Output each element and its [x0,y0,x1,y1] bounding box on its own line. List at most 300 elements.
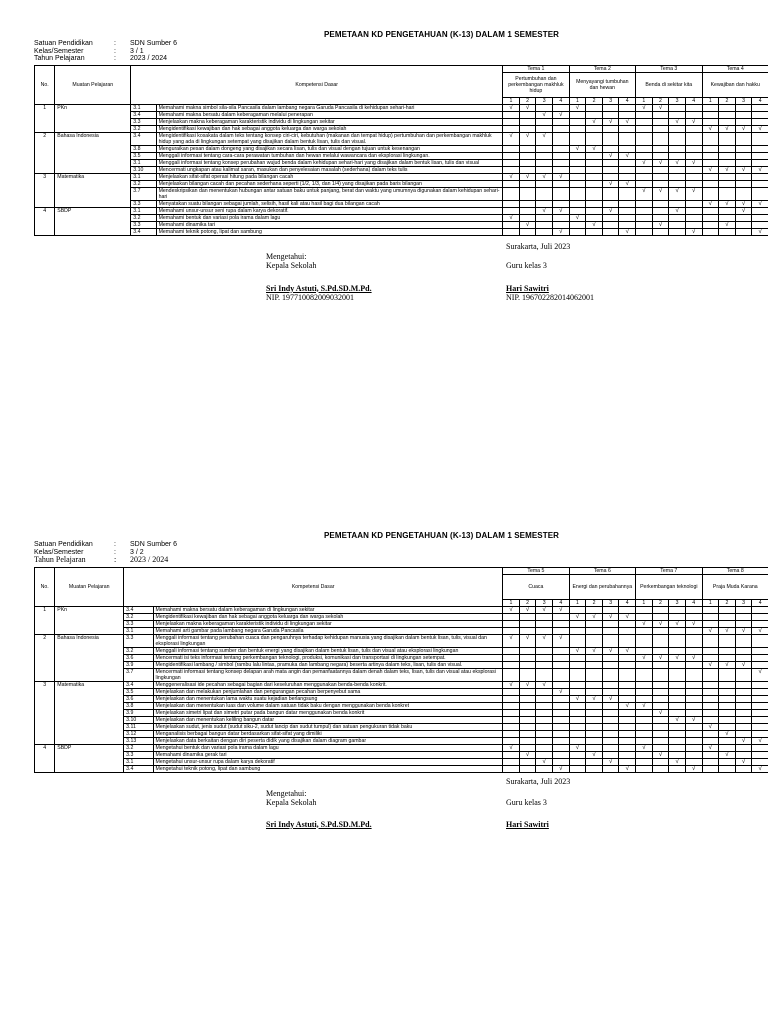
check-mark [669,744,686,751]
row-number: 1 [35,104,55,132]
check-mark [503,758,520,765]
check-mark [569,668,586,681]
check-mark: √ [719,661,736,668]
subject-name: Bahasa Indonesia [55,132,131,173]
check-mark: √ [669,187,686,200]
check-mark [685,627,702,634]
check-mark [685,681,702,688]
check-mark [619,709,636,716]
check-mark [652,765,669,772]
check-mark [685,730,702,737]
check-mark [602,702,619,709]
check-mark: √ [569,647,586,654]
row-number: 3 [35,681,55,744]
check-mark [685,688,702,695]
check-mark: √ [536,111,553,118]
semester-1-sheet [34,30,768,302]
check-mark: √ [669,654,686,661]
check-mark: √ [735,200,752,207]
check-mark [536,730,553,737]
subtema-number: 4 [552,97,569,104]
subject-name: Matematika [55,681,124,744]
meta-label: Kelas/Semester [34,548,84,556]
check-mark [503,702,520,709]
check-mark [752,159,768,166]
check-mark [519,668,536,681]
kd-description: Memahami makna simbol sila-sila Pancasila dalam lambang negara Garuda Pancasila di kehidupan sehari-hari [156,104,503,111]
check-mark [636,613,653,620]
table-row [35,661,768,668]
check-mark: √ [586,647,603,654]
check-mark [619,221,636,228]
check-mark [636,111,653,118]
table-row [35,695,768,702]
check-mark [619,695,636,702]
check-mark [719,765,736,772]
check-mark [735,118,752,125]
check-mark [536,627,553,634]
check-mark [586,758,603,765]
check-mark [719,620,736,627]
check-mark [719,159,736,166]
teacher-name: Hari Sawitri [506,819,549,829]
check-mark: √ [569,695,586,702]
check-mark [519,152,536,159]
kd-code: 3.7 [131,187,156,200]
check-mark: √ [685,118,702,125]
kd-description: Menggali informasi tentang sumber dan bentuk energi yang disajikan dalam bentuk lisan, tulis dan visual atau eksplorasi lingkungan [153,647,503,654]
meta-label: Satuan Pendidikan [34,541,93,548]
subject-name: PKn [55,606,124,634]
check-mark [685,702,702,709]
kd-code: 3.2 [131,214,156,221]
check-mark [536,125,553,132]
check-mark: √ [536,758,553,765]
kd-description: Memahami arti gambar pada lambang negara Garuda Pancasila [153,627,503,634]
check-mark: √ [685,620,702,627]
kd-description: Mendeskripsikan dan menentukan hubungan antar satuan baku untuk panjang, berat dan waktu yang umumnya digunakan dalam kehidupan sehari-hari [156,187,503,200]
check-mark [519,214,536,221]
check-mark [536,654,553,661]
check-mark [752,187,768,200]
check-mark [669,180,686,187]
check-mark [503,228,520,235]
table-row [35,758,768,765]
kd-mapping-table [34,65,768,236]
check-mark [669,111,686,118]
check-mark [552,668,569,681]
check-mark [503,221,520,228]
check-mark [586,654,603,661]
check-mark [586,152,603,159]
check-mark [552,716,569,723]
check-mark [719,681,736,688]
kd-code: 3.4 [131,132,156,145]
table-row [35,716,768,723]
check-mark [685,647,702,654]
table-row [35,688,768,695]
check-mark [752,758,768,765]
check-mark: √ [685,228,702,235]
check-mark [735,647,752,654]
check-mark [619,125,636,132]
check-mark [619,737,636,744]
check-mark [569,200,586,207]
check-mark [602,125,619,132]
check-mark [519,744,536,751]
table-row [35,152,768,159]
check-mark [685,173,702,180]
check-mark: √ [702,744,719,751]
check-mark [735,730,752,737]
kd-code: 3.11 [124,723,153,730]
check-mark [602,709,619,716]
check-mark [735,765,752,772]
check-mark [685,111,702,118]
check-mark [602,200,619,207]
check-mark [586,688,603,695]
table-row [35,634,768,647]
principal-name: Sri Indy Astuti, S.Pd.SD.M.Pd. [266,283,372,293]
check-mark [652,180,669,187]
check-mark [719,758,736,765]
table-row [35,125,768,132]
check-mark [669,214,686,221]
table-row [35,180,768,187]
check-mark [569,173,586,180]
check-mark: √ [519,606,536,613]
check-mark [685,668,702,681]
check-mark: √ [636,620,653,627]
kd-description: Memahami teknik potong, lipat dan sambung [156,228,503,235]
kd-description: Menjelaskan sifat-sifat operasi hitung pada bilangan cacah [156,173,503,180]
check-mark [685,613,702,620]
check-mark: √ [536,634,553,647]
check-mark [719,654,736,661]
check-mark [586,765,603,772]
row-number: 4 [35,207,55,235]
check-mark [636,207,653,214]
check-mark [636,681,653,688]
check-mark [652,737,669,744]
check-mark [752,111,768,118]
table-row [35,132,768,145]
check-mark [636,751,653,758]
check-mark: √ [619,152,636,159]
check-mark [652,214,669,221]
check-mark [503,166,520,173]
check-mark: √ [735,125,752,132]
meta-value: SDN Sumber 6 [130,40,178,47]
check-mark [669,228,686,235]
subtema-number: 2 [719,97,736,104]
check-mark [735,716,752,723]
kd-code: 3.13 [124,737,153,744]
check-mark: √ [503,173,520,180]
table-row [35,214,768,221]
check-mark [702,709,719,716]
check-mark [569,620,586,627]
check-mark [735,634,752,647]
check-mark [719,709,736,716]
check-mark [735,187,752,200]
check-mark [619,173,636,180]
check-mark [735,668,752,681]
check-mark [586,723,603,730]
check-mark [685,723,702,730]
check-mark [569,166,586,173]
check-mark [586,200,603,207]
check-mark [536,702,553,709]
check-mark [519,702,536,709]
check-mark: √ [735,758,752,765]
table-row [35,200,768,207]
check-mark [752,104,768,111]
check-mark [652,173,669,180]
check-mark [752,661,768,668]
kd-description: Mengidentifikasi kewajiban dan hak sebagai anggota keluarga dan warga sekolah [153,613,503,620]
tema-header: Tema 6 [569,567,635,574]
check-mark [602,737,619,744]
check-mark [685,180,702,187]
check-mark [519,765,536,772]
check-mark [519,709,536,716]
place-date: Surakarta, Juli 2023 [506,776,571,786]
subtema-number: 1 [569,599,586,606]
kd-description: Menggali informasi tentang konsep perubahan wujud benda dalam kehidupan sehari-hari yang disajikan dalam bentuk lisan, tulis dan visual [156,159,503,166]
check-mark [619,751,636,758]
check-mark [569,709,586,716]
check-mark [719,228,736,235]
check-mark [669,751,686,758]
kd-code: 3.7 [124,668,153,681]
kd-code: 3.2 [124,613,153,620]
check-mark: √ [669,716,686,723]
check-mark [586,228,603,235]
check-mark [619,620,636,627]
table-row [35,159,768,166]
check-mark [569,681,586,688]
check-mark [719,111,736,118]
check-mark [752,654,768,661]
check-mark [569,654,586,661]
check-mark [685,606,702,613]
check-mark [602,627,619,634]
check-mark [586,207,603,214]
check-mark [752,145,768,152]
check-mark [619,111,636,118]
check-mark [536,661,553,668]
check-mark [636,688,653,695]
kd-code: 3.3 [131,221,156,228]
check-mark [702,173,719,180]
check-mark [669,661,686,668]
tema-subtitle: Praja Muda Karana [702,574,768,599]
subtema-number: 1 [702,97,719,104]
signature-block [34,236,768,302]
check-mark [735,709,752,716]
check-mark [536,709,553,716]
table-row [35,606,768,613]
kd-code: 3.3 [131,118,156,125]
kd-description: Menjelaskan sudut, jenis sudut (sudut siku-2, sudut lancip dan sudut tumpul) dan satuan pengukuran tidak baku [153,723,503,730]
check-mark [685,200,702,207]
check-mark [752,730,768,737]
check-mark [552,145,569,152]
check-mark [636,730,653,737]
check-mark [752,751,768,758]
kd-code: 3.4 [131,111,156,118]
meta-value: 3 / 1 [130,47,144,55]
subtema-number: 3 [669,97,686,104]
check-mark [586,173,603,180]
check-mark [719,214,736,221]
check-mark: √ [602,613,619,620]
subtema-number: 2 [652,97,669,104]
check-mark [735,613,752,620]
check-mark [602,765,619,772]
check-mark [652,166,669,173]
teacher-title: Guru kelas 3 [506,260,547,270]
kd-description: Menganalisis berbagai bangun datar berdasarkan sifat-sifat yang dimiliki [153,730,503,737]
kd-code: 3.8 [124,702,153,709]
tema-header: Tema 8 [702,567,768,574]
subtema-number: 4 [619,599,636,606]
check-mark: √ [552,765,569,772]
check-mark: √ [503,744,520,751]
check-mark [752,681,768,688]
check-mark: √ [619,647,636,654]
check-mark [536,688,553,695]
subtema-number: 3 [602,599,619,606]
check-mark [602,132,619,145]
check-mark [752,152,768,159]
check-mark [503,111,520,118]
check-mark [735,221,752,228]
check-mark [685,634,702,647]
check-mark: √ [503,634,520,647]
check-mark [503,207,520,214]
check-mark [752,688,768,695]
check-mark [702,730,719,737]
check-mark [519,620,536,627]
check-mark [702,716,719,723]
check-mark [552,702,569,709]
check-mark [536,145,553,152]
check-mark [669,627,686,634]
check-mark [536,613,553,620]
check-mark [602,716,619,723]
check-mark [519,647,536,654]
check-mark [735,228,752,235]
check-mark [619,104,636,111]
check-mark [652,758,669,765]
check-mark [752,744,768,751]
table-row [35,620,768,627]
check-mark: √ [652,751,669,758]
check-mark: √ [652,654,669,661]
check-mark [503,125,520,132]
tema-subtitle: Kewajiban dan hakku [702,72,768,97]
check-mark: √ [652,159,669,166]
check-mark [636,221,653,228]
check-mark [735,180,752,187]
check-mark [685,758,702,765]
check-mark: √ [586,145,603,152]
check-mark [552,104,569,111]
kd-code: 3.4 [124,681,153,688]
check-mark [552,744,569,751]
check-mark: √ [519,104,536,111]
check-mark: √ [586,221,603,228]
check-mark [602,744,619,751]
check-mark: √ [519,173,536,180]
check-mark [685,737,702,744]
check-mark [569,187,586,200]
check-mark: √ [636,654,653,661]
check-mark [586,681,603,688]
check-mark [602,166,619,173]
meta-school [34,541,768,549]
check-mark [752,709,768,716]
kd-description: Menggeneralisasi ide pecahan sebagai bagian dari keseluruhan menggunakan benda-benda konkrit. [153,681,503,688]
check-mark [519,730,536,737]
check-mark [735,702,752,709]
check-mark: √ [702,125,719,132]
check-mark [586,668,603,681]
check-mark [519,145,536,152]
check-mark [552,661,569,668]
check-mark [752,118,768,125]
subtema-number: 2 [519,97,536,104]
check-mark [636,180,653,187]
check-mark [619,730,636,737]
check-mark [636,716,653,723]
check-mark [602,620,619,627]
check-mark [552,695,569,702]
check-mark [602,730,619,737]
kd-code: 3.3 [124,634,153,647]
principal-title: Kepala Sekolah [266,260,317,270]
check-mark [735,654,752,661]
check-mark [552,613,569,620]
check-mark [552,620,569,627]
kd-code: 3.9 [124,709,153,716]
check-mark [719,132,736,145]
check-mark [702,681,719,688]
check-mark: √ [519,751,536,758]
check-mark: √ [735,661,752,668]
check-mark [503,200,520,207]
check-mark [552,118,569,125]
header-no: No. [35,65,55,104]
check-mark [503,709,520,716]
check-mark [652,152,669,159]
check-mark [536,620,553,627]
check-mark [719,647,736,654]
check-mark [719,145,736,152]
semester-2-sheet [34,531,768,833]
check-mark [536,716,553,723]
check-mark: √ [619,228,636,235]
check-mark [602,661,619,668]
check-mark [519,200,536,207]
check-mark [503,730,520,737]
check-mark: √ [552,688,569,695]
check-mark [702,702,719,709]
school-info [34,541,768,565]
check-mark: √ [536,207,553,214]
